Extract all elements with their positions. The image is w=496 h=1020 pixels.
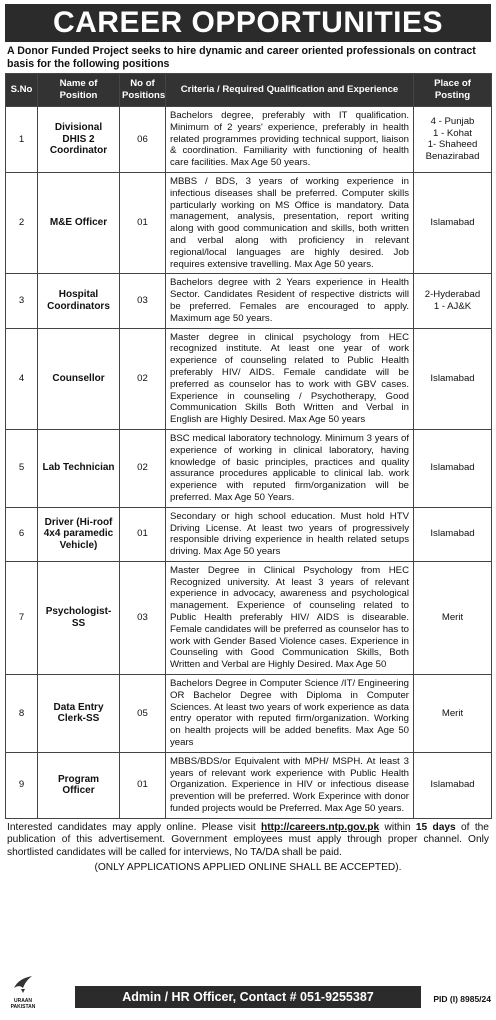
row-criteria: BSC medical laboratory technology. Minimum 3 years of experience of working in clinical laboratory, having knowledge of basic principles, practices and quality assurance procedures applicable to clinical lab. work experience with reputed firm/organization will be preferred. Max Age 50 Years. [166, 429, 414, 507]
instructions-part-b: within [379, 821, 416, 833]
row-sno: 6 [6, 507, 38, 561]
row-criteria: Bachelors degree, preferably with IT qualification. Minimum of 2 years' experience, preferably in health related programmes providing technical support, liaison & coordination. Familiarity with functioning of health care facilities. Max Age 50 years. [166, 107, 414, 173]
row-count: 03 [120, 561, 166, 674]
row-position: Driver (Hi-roof 4x4 paramedic Vehicle) [38, 507, 120, 561]
row-position: Psychologist-SS [38, 561, 120, 674]
row-sno: 9 [6, 752, 38, 818]
row-criteria: Bachelors degree with 2 Years experience in Health Sector. Candidates Resident of respective districts will be preferred. Females are encouraged to apply. Maximum age 50 years. [166, 274, 414, 328]
row-position: Data Entry Clerk-SS [38, 675, 120, 753]
advertisement-page [0, 4, 496, 1020]
instructions-part-c: of the publication of this advertisement. Government employees must apply through proper channel. Only shortlisted candidates will be called for interviews, No TA/DA shall be paid. [7, 821, 489, 859]
table-row [6, 328, 492, 429]
header-sno: S.No [6, 74, 38, 107]
application-instructions [5, 819, 491, 860]
row-count: 03 [120, 274, 166, 328]
row-sno: 7 [6, 561, 38, 674]
table-header-row [6, 74, 492, 107]
row-criteria: Secondary or high school education. Must hold HTV Driving License. At least two years of progressively responsible driving experience in health related setups driving. Max Age 50 years [166, 507, 414, 561]
instructions-part-a: Interested candidates may apply online. Please visit [7, 821, 262, 833]
row-place: 4 - Punjab 1 - Kohat 1- Shaheed Benazirabad [414, 107, 492, 173]
row-sno: 8 [6, 675, 38, 753]
row-place: Merit [414, 561, 492, 674]
row-count: 05 [120, 675, 166, 753]
header-place: Place of Posting [414, 74, 492, 107]
header-criteria: Criteria / Required Qualification and Experience [166, 74, 414, 107]
deadline-days: 15 days [415, 821, 456, 833]
table-row [6, 429, 492, 507]
table-row [6, 107, 492, 173]
page-title: CAREER OPPORTUNITIES [5, 4, 491, 42]
uraan-pakistan-logo [5, 974, 41, 1014]
row-place: Islamabad [414, 172, 492, 273]
row-place: Islamabad [414, 429, 492, 507]
row-sno: 2 [6, 172, 38, 273]
pid-number: PID (I) 8985/24 [433, 994, 491, 1004]
row-count: 02 [120, 429, 166, 507]
row-count: 01 [120, 172, 166, 273]
bottom-bar [5, 972, 491, 1016]
table-row [6, 172, 492, 273]
row-criteria: Master degree in clinical psychology from HEC recognized institute. At least one year of work experience of counseling related to Public Health preferably HIV/ AIDS. Female candidate will be preferred as counselor has to work with GBV cases. Experience in counseling / Psychotherapy, Good Communication Skills Both Written and Verbal in English are Highly Desired. Max Age 50 years [166, 328, 414, 429]
table-row [6, 274, 492, 328]
row-position: M&E Officer [38, 172, 120, 273]
table-row [6, 561, 492, 674]
table-row [6, 752, 492, 818]
row-place: Islamabad [414, 752, 492, 818]
row-sno: 1 [6, 107, 38, 173]
row-place: Islamabad [414, 507, 492, 561]
row-sno: 3 [6, 274, 38, 328]
bird-icon [12, 974, 34, 994]
row-count: 06 [120, 107, 166, 173]
row-place: 2-Hyderabad 1 - AJ&K [414, 274, 492, 328]
row-count: 02 [120, 328, 166, 429]
row-criteria: MBBS/BDS/or Equivalent with MPH/ MSPH. At least 3 years of relevant work experience with Public Health Organization. Experience in HIV or infectious disease prevention will be preferred. Work Experince with donor funded projects would be Preferred. Max Age 50 years. [166, 752, 414, 818]
row-count: 01 [120, 507, 166, 561]
intro-text: A Donor Funded Project seeks to hire dynamic and career oriented professionals on contract basis for the following positions [7, 45, 476, 70]
row-criteria: MBBS / BDS, 3 years of working experience in infectious diseases shall be preferred. Computer skills particularly working on MS Office is mandatory. Data management, analysis, presentation, report writing along with good communication and skills, both written and verbal along with proficiency in relevant regional/local languages are highly desired. Job requires extensive travelling. Max Age 50 years. [166, 172, 414, 273]
row-place: Islamabad [414, 328, 492, 429]
header-position: Name of Position [38, 74, 120, 107]
logo-text: URAAN PAKISTAN [10, 998, 36, 1010]
row-sno: 4 [6, 328, 38, 429]
row-position: Divisional DHIS 2 Coordinator [38, 107, 120, 173]
online-only-note: (ONLY APPLICATIONS APPLIED ONLINE SHALL BE ACCEPTED). [94, 861, 402, 873]
header-count: No of Positions [120, 74, 166, 107]
row-count: 01 [120, 752, 166, 818]
row-position: Counsellor [38, 328, 120, 429]
table-row [6, 507, 492, 561]
positions-table [5, 73, 492, 819]
contact-banner: Admin / HR Officer, Contact # 051-9255387 [75, 986, 421, 1008]
row-place: Merit [414, 675, 492, 753]
row-position: Hospital Coordinators [38, 274, 120, 328]
row-position: Program Officer [38, 752, 120, 818]
row-criteria: Bachelors Degree in Computer Science /IT/ Engineering OR Bachelor Degree with Diploma in Computer Sciences. At least two years of work experience as data entry operator with reputed firm/organization. Working on health projects will be added benefits. Max Age 50 years [166, 675, 414, 753]
row-criteria: Master Degree in Clinical Psychology from HEC Recognized university. At least 3 years of relevant experience in advocacy, awareness and psychological management. Experience of counseling related to Public Health preferably HIV/ AIDS is disearable. Female candidates will be preferred as counselor has to work with Gender Based Violence cases. Experience in Counseling with Good Communication Skills, Both Written and Verbal are Highly Desired. Max Age 50 [166, 561, 414, 674]
table-row [6, 675, 492, 753]
careers-link[interactable]: http://careers.ntp.gov.pk [261, 821, 380, 833]
row-position: Lab Technician [38, 429, 120, 507]
row-sno: 5 [6, 429, 38, 507]
